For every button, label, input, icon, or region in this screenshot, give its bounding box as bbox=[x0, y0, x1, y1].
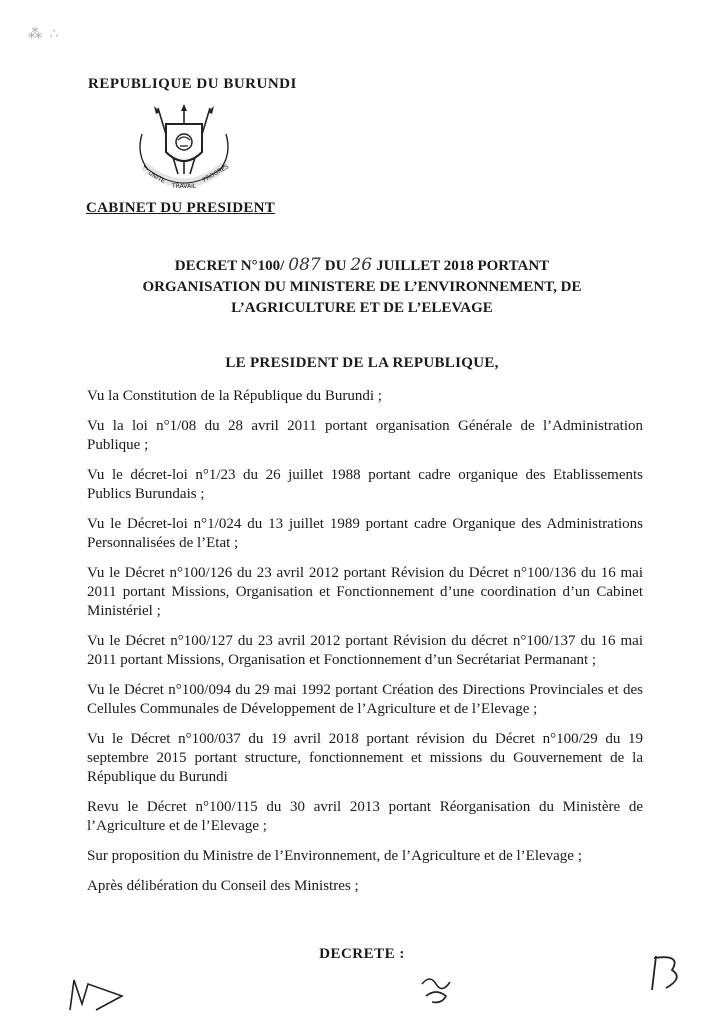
title-line-2: ORGANISATION DU MINISTERE DE L’ENVIRONNEMENT, DE bbox=[142, 279, 582, 295]
title-line-1 bbox=[60, 255, 664, 277]
decrete-heading: DECRETE : bbox=[319, 946, 405, 962]
title-part-3: JUILLET 2018 PORTANT bbox=[376, 258, 550, 274]
consideration-item: Vu le Décret n°100/126 du 23 avril 2012 portant Révision du Décret n°100/136 du 16 mai 2011 portant Missions, Organisation et Fonctionnement d’une coordination d’un Cabinet Ministériel ; bbox=[87, 565, 643, 619]
consideration-item: Après délibération du Conseil des Ministres ; bbox=[87, 878, 359, 894]
consideration-item: Revu le Décret n°100/115 du 30 avril 2013 portant Réorganisation du Ministère de l’Agriculture et de l’Elevage ; bbox=[87, 799, 643, 834]
consideration-item: Vu la Constitution de la République du Burundi ; bbox=[87, 388, 382, 404]
motto-left: UNITE bbox=[147, 169, 167, 185]
consideration-item: Vu la loi n°1/08 du 28 avril 2011 portant organisation Générale de l’Administration Publique ; bbox=[87, 418, 643, 453]
handwritten-day: 26 bbox=[350, 255, 373, 275]
initials-signature-left bbox=[62, 970, 132, 1018]
republic-heading: REPUBLIQUE DU BURUNDI bbox=[88, 76, 297, 92]
initials-signature-right bbox=[642, 950, 692, 996]
decree-title bbox=[60, 255, 664, 319]
consideration-item: Vu le décret-loi n°1/23 du 26 juillet 1988 portant cadre organique des Etablissements Publics Burundais ; bbox=[87, 467, 643, 502]
initials-signature-middle bbox=[412, 970, 462, 1010]
consideration-item: Vu le Décret-loi n°1/024 du 13 juillet 1989 portant cadre Organique des Administrations Personnalisées de l’Etat ; bbox=[87, 516, 643, 551]
title-part-1: DECRET N°100/ bbox=[174, 258, 285, 274]
consideration-item: Sur proposition du Ministre de l’Environnement, de l’Agriculture et de l’Elevage ; bbox=[87, 848, 582, 864]
title-part-2: DU bbox=[324, 258, 347, 274]
president-heading: LE PRESIDENT DE LA REPUBLIQUE, bbox=[225, 355, 499, 371]
corner-scan-mark: ⁂ ∴ bbox=[28, 27, 61, 42]
considerations-list bbox=[87, 387, 643, 907]
motto-mid: TRAVAIL bbox=[172, 183, 197, 190]
title-line-3: L’AGRICULTURE ET DE L’ELEVAGE bbox=[231, 300, 493, 316]
consideration-item: Vu le Décret n°100/094 du 29 mai 1992 portant Création des Directions Provinciales et des Cellules Communales de Développement de l’Agriculture et de l’Elevage ; bbox=[87, 682, 643, 717]
motto-right: PROGRES bbox=[201, 163, 231, 184]
handwritten-decree-number: 087 bbox=[288, 255, 321, 275]
consideration-item: Vu le Décret n°100/127 du 23 avril 2012 portant Révision du décret n°100/137 du 16 mai 2011 portant Missions, Organisation et Fonctionnement d’un Secrétariat Permanant ; bbox=[87, 633, 643, 668]
coat-of-arms-seal bbox=[128, 104, 240, 196]
consideration-item: Vu le Décret n°100/037 du 19 avril 2018 portant révision du Décret n°100/29 du 19 septembre 2015 portant structure, fonctionnement et missions du Gouvernement de la République du Burundi bbox=[87, 731, 643, 785]
cabinet-heading: CABINET DU PRESIDENT bbox=[86, 200, 276, 216]
